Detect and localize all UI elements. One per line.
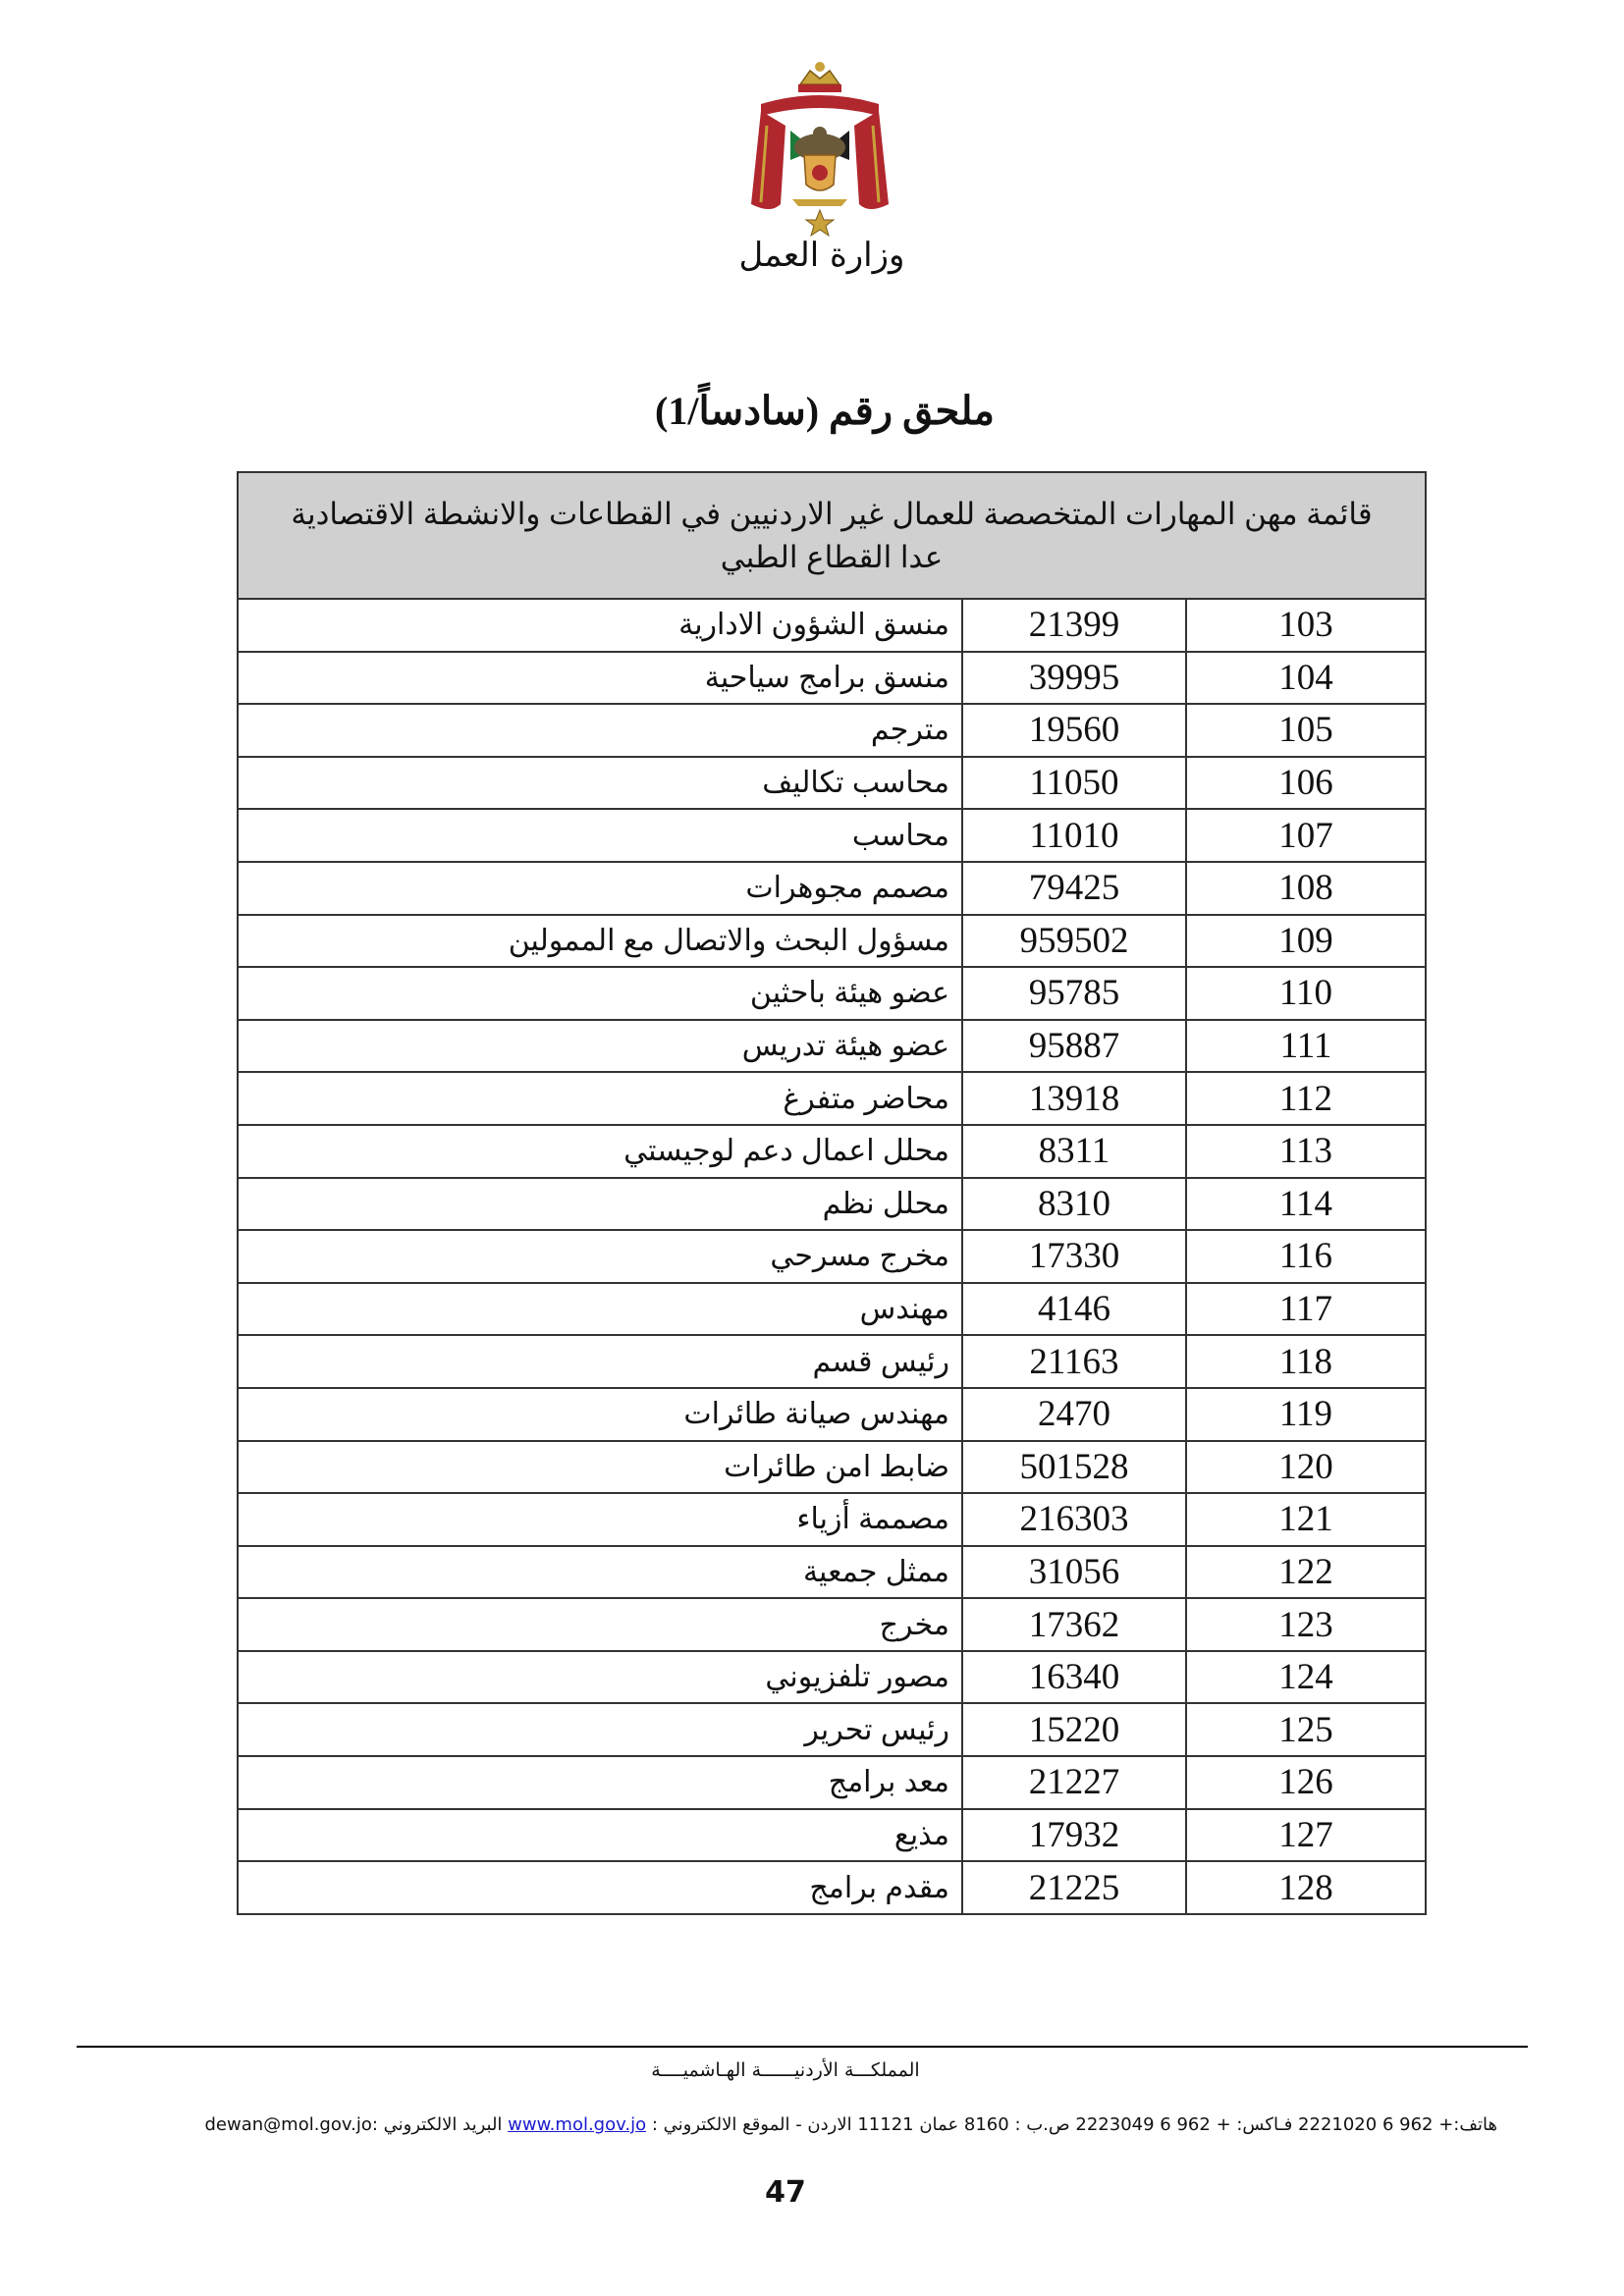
table-row <box>238 599 1426 652</box>
table-row <box>238 704 1426 757</box>
occupation-name: ضابط امن طائرات <box>238 1441 962 1494</box>
row-number: 122 <box>1186 1546 1426 1599</box>
table-row <box>238 1178 1426 1231</box>
footer-contact-text: هاتف:+ 962 6 2221020 فـاكس: + 962 6 2223049 ص.ب : 8160 عمان 11121 الاردن - الموقع الالكتروني : <box>651 2114 1497 2135</box>
row-number: 117 <box>1186 1283 1426 1336</box>
occupation-name: معد برامج <box>238 1756 962 1809</box>
row-number: 103 <box>1186 599 1426 652</box>
occupation-name: محاسب تكاليف <box>238 757 962 810</box>
website-link[interactable]: www.mol.gov.jo <box>508 2114 647 2135</box>
occupation-code: 95887 <box>962 1020 1186 1073</box>
row-number: 104 <box>1186 652 1426 705</box>
occupations-table <box>237 471 1427 1915</box>
row-number: 118 <box>1186 1335 1426 1388</box>
occupation-name: ممثل جمعية <box>238 1546 962 1599</box>
occupation-name: مصور تلفزيوني <box>238 1651 962 1704</box>
occupation-name: رئيس تحرير <box>238 1703 962 1756</box>
row-number: 126 <box>1186 1756 1426 1809</box>
occupation-code: 21225 <box>962 1861 1186 1914</box>
occupation-code: 11050 <box>962 757 1186 810</box>
occupation-code: 959502 <box>962 915 1186 968</box>
occupation-code: 8310 <box>962 1178 1186 1231</box>
footer-divider <box>77 2046 1528 2048</box>
row-number: 124 <box>1186 1651 1426 1704</box>
occupation-code: 15220 <box>962 1703 1186 1756</box>
occupation-name: مصمم مجوهرات <box>238 862 962 915</box>
table-row <box>238 1546 1426 1599</box>
footer-kingdom: المملكـــة الأردنيــــــة الهـاشميــــة <box>651 2059 920 2081</box>
table-row <box>238 1441 1426 1494</box>
footer-contact <box>103 2114 1497 2135</box>
occupation-name: مخرج <box>238 1598 962 1651</box>
occupation-code: 21399 <box>962 599 1186 652</box>
occupation-name: مقدم برامج <box>238 1861 962 1914</box>
occupation-code: 79425 <box>962 862 1186 915</box>
row-number: 121 <box>1186 1493 1426 1546</box>
row-number: 106 <box>1186 757 1426 810</box>
occupation-name: محاضر متفرغ <box>238 1072 962 1125</box>
occupation-name: محلل اعمال دعم لوجيستي <box>238 1125 962 1178</box>
occupation-name: منسق الشؤون الادارية <box>238 599 962 652</box>
occupation-code: 11010 <box>962 809 1186 862</box>
row-number: 110 <box>1186 967 1426 1020</box>
row-number: 109 <box>1186 915 1426 968</box>
occupation-name: منسق برامج سياحية <box>238 652 962 705</box>
occupation-name: محلل نظم <box>238 1178 962 1231</box>
row-number: 113 <box>1186 1125 1426 1178</box>
occupation-name: مترجم <box>238 704 962 757</box>
row-number: 120 <box>1186 1441 1426 1494</box>
ministry-name: وزارة العمل <box>738 236 905 275</box>
row-number: 105 <box>1186 704 1426 757</box>
occupation-code: 17932 <box>962 1809 1186 1862</box>
occupation-code: 501528 <box>962 1441 1186 1494</box>
occupation-code: 13918 <box>962 1072 1186 1125</box>
table-row <box>238 1809 1426 1862</box>
table-row <box>238 1651 1426 1704</box>
row-number: 112 <box>1186 1072 1426 1125</box>
occupation-name: محاسب <box>238 809 962 862</box>
table-row <box>238 1020 1426 1073</box>
occupation-name: مصممة أزياء <box>238 1493 962 1546</box>
row-number: 111 <box>1186 1020 1426 1073</box>
row-number: 116 <box>1186 1230 1426 1283</box>
table-row <box>238 915 1426 968</box>
occupation-name: عضو هيئة باحثين <box>238 967 962 1020</box>
occupation-code: 2470 <box>962 1388 1186 1441</box>
annex-title: ملحق رقم (سادساً/1) <box>655 389 995 433</box>
table-row <box>238 1283 1426 1336</box>
footer-email: البريد الالكتروني :dewan@mol.gov.jo <box>204 2114 503 2135</box>
occupation-name: مهندس صيانة طائرات <box>238 1388 962 1441</box>
table-header: قائمة مهن المهارات المتخصصة للعمال غير الاردنيين في القطاعات والانشطة الاقتصادية عدا القطاع الطبي <box>238 472 1426 599</box>
occupation-code: 19560 <box>962 704 1186 757</box>
row-number: 123 <box>1186 1598 1426 1651</box>
occupation-name: مخرج مسرحي <box>238 1230 962 1283</box>
occupation-code: 17362 <box>962 1598 1186 1651</box>
row-number: 127 <box>1186 1809 1426 1862</box>
occupation-code: 21163 <box>962 1335 1186 1388</box>
occupation-code: 8311 <box>962 1125 1186 1178</box>
occupation-code: 17330 <box>962 1230 1186 1283</box>
occupation-code: 16340 <box>962 1651 1186 1704</box>
table-row <box>238 1703 1426 1756</box>
occupation-name: عضو هيئة تدريس <box>238 1020 962 1073</box>
occupation-code: 95785 <box>962 967 1186 1020</box>
row-number: 114 <box>1186 1178 1426 1231</box>
table-header-row <box>238 472 1426 599</box>
table-row <box>238 1861 1426 1914</box>
occupation-code: 39995 <box>962 652 1186 705</box>
table-row <box>238 757 1426 810</box>
row-number: 107 <box>1186 809 1426 862</box>
table-row <box>238 1598 1426 1651</box>
row-number: 119 <box>1186 1388 1426 1441</box>
table-row <box>238 1230 1426 1283</box>
table-row <box>238 652 1426 705</box>
table-row <box>238 1072 1426 1125</box>
table-body <box>238 599 1426 1914</box>
occupation-code: 4146 <box>962 1283 1186 1336</box>
table-row <box>238 1335 1426 1388</box>
table-row <box>238 1125 1426 1178</box>
table-row <box>238 1388 1426 1441</box>
occupation-name: مهندس <box>238 1283 962 1336</box>
table-row <box>238 809 1426 862</box>
row-number: 125 <box>1186 1703 1426 1756</box>
row-number: 108 <box>1186 862 1426 915</box>
occupation-name: رئيس قسم <box>238 1335 962 1388</box>
occupation-name: مذيع <box>238 1809 962 1862</box>
row-number: 128 <box>1186 1861 1426 1914</box>
table-row <box>238 967 1426 1020</box>
table-row <box>238 1493 1426 1546</box>
occupation-code: 31056 <box>962 1546 1186 1599</box>
table-row <box>238 1756 1426 1809</box>
occupation-name: مسؤول البحث والاتصال مع الممولين <box>238 915 962 968</box>
occupation-code: 216303 <box>962 1493 1186 1546</box>
page-number: 47 <box>765 2175 806 2210</box>
coat-of-arms-icon <box>731 57 908 239</box>
occupation-code: 21227 <box>962 1756 1186 1809</box>
table-row <box>238 862 1426 915</box>
